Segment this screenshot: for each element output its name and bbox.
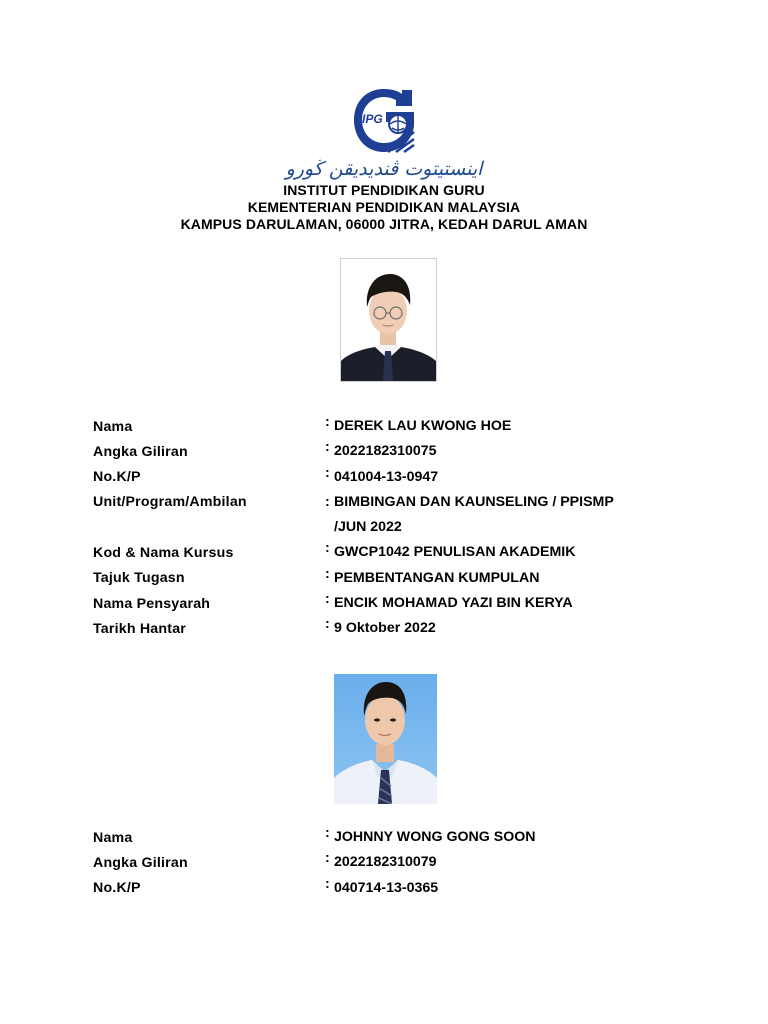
header-line-1: INSTITUT PENDIDIKAN GURU <box>283 182 485 198</box>
field-value-wrap <box>325 566 693 591</box>
separator: : <box>325 493 330 510</box>
field-value-wrap <box>325 490 693 541</box>
field-value: GWCP1042 PENULISAN AKADEMIK <box>334 544 576 561</box>
student-2-details <box>93 825 693 901</box>
separator: : <box>325 616 330 633</box>
field-value: 041004-13-0947 <box>334 468 439 485</box>
student-1-details <box>93 414 693 642</box>
separator: : <box>325 414 330 430</box>
separator: : <box>325 540 330 557</box>
field-value-wrap <box>325 540 693 565</box>
field-row-tarikh-hantar <box>93 616 693 641</box>
field-row-nama-pensyarah <box>93 591 693 616</box>
field-row-kod-kursus <box>93 540 693 565</box>
separator: : <box>325 464 330 481</box>
field-value-wrap <box>325 825 693 850</box>
student-photo-2 <box>334 674 437 804</box>
field-value: DEREK LAU KWONG HOE <box>334 418 512 434</box>
field-value-wrap <box>325 591 693 616</box>
separator: : <box>325 439 330 456</box>
field-row-angka-giliran <box>93 850 693 875</box>
field-row-nama <box>93 414 693 439</box>
field-row-angka-giliran <box>93 439 693 464</box>
header-line-2: KEMENTERIAN PENDIDIKAN MALAYSIA <box>247 199 521 215</box>
field-value: BIMBINGAN DAN KAUNSELING / PPISMP /JUN 2022 <box>334 493 614 536</box>
field-label: No.K/P <box>93 880 141 897</box>
field-value: 040714-13-0365 <box>334 879 439 896</box>
field-row-nama <box>93 825 693 850</box>
separator: : <box>325 591 330 608</box>
separator: : <box>325 565 330 582</box>
jawi-name <box>276 154 492 184</box>
field-label: Kod & Nama Kursus <box>93 545 234 562</box>
jawi-name-text: اينستيتوت ڤنديديقن ڬورو <box>285 158 483 180</box>
field-value: JOHNNY WONG GONG SOON <box>334 829 536 845</box>
field-row-no-kp <box>93 876 693 901</box>
logo-text: IPG <box>362 112 383 126</box>
student-photo-1 <box>340 258 437 382</box>
field-label: Unit/Program/Ambilan <box>93 493 247 510</box>
field-label: Angka Giliran <box>93 443 188 460</box>
field-label: Angka Giliran <box>93 854 188 871</box>
field-value-wrap <box>325 439 693 464</box>
field-row-no-kp <box>93 465 693 490</box>
field-value: 2022182310079 <box>334 854 437 871</box>
field-row-tajuk-tugasan <box>93 566 693 591</box>
field-value-wrap <box>325 465 693 490</box>
separator: : <box>325 825 330 841</box>
field-label: No.K/P <box>93 469 141 486</box>
field-value-wrap <box>325 616 693 641</box>
field-label: Nama <box>93 829 133 846</box>
field-value-wrap <box>325 414 693 439</box>
ipg-logo-icon <box>352 86 416 154</box>
field-value: 9 Oktober 2022 <box>334 620 436 637</box>
field-value: 2022182310075 <box>334 443 437 460</box>
field-value-wrap <box>325 876 693 901</box>
field-value-wrap <box>325 850 693 875</box>
institution-header <box>0 182 768 233</box>
field-label: Tajuk Tugasn <box>93 570 185 587</box>
separator: : <box>325 875 330 892</box>
header-line-3: KAMPUS DARULAMAN, 06000 JITRA, KEDAH DARUL AMAN <box>180 216 588 232</box>
field-value: PEMBENTANGAN KUMPULAN <box>334 569 540 586</box>
field-row-unit-program <box>93 490 693 541</box>
field-label: Tarikh Hantar <box>93 621 187 638</box>
field-label: Nama Pensyarah <box>93 595 211 612</box>
separator: : <box>325 850 330 867</box>
field-label: Nama <box>93 418 133 435</box>
field-value: ENCIK MOHAMAD YAZI BIN KERYA <box>334 595 573 612</box>
